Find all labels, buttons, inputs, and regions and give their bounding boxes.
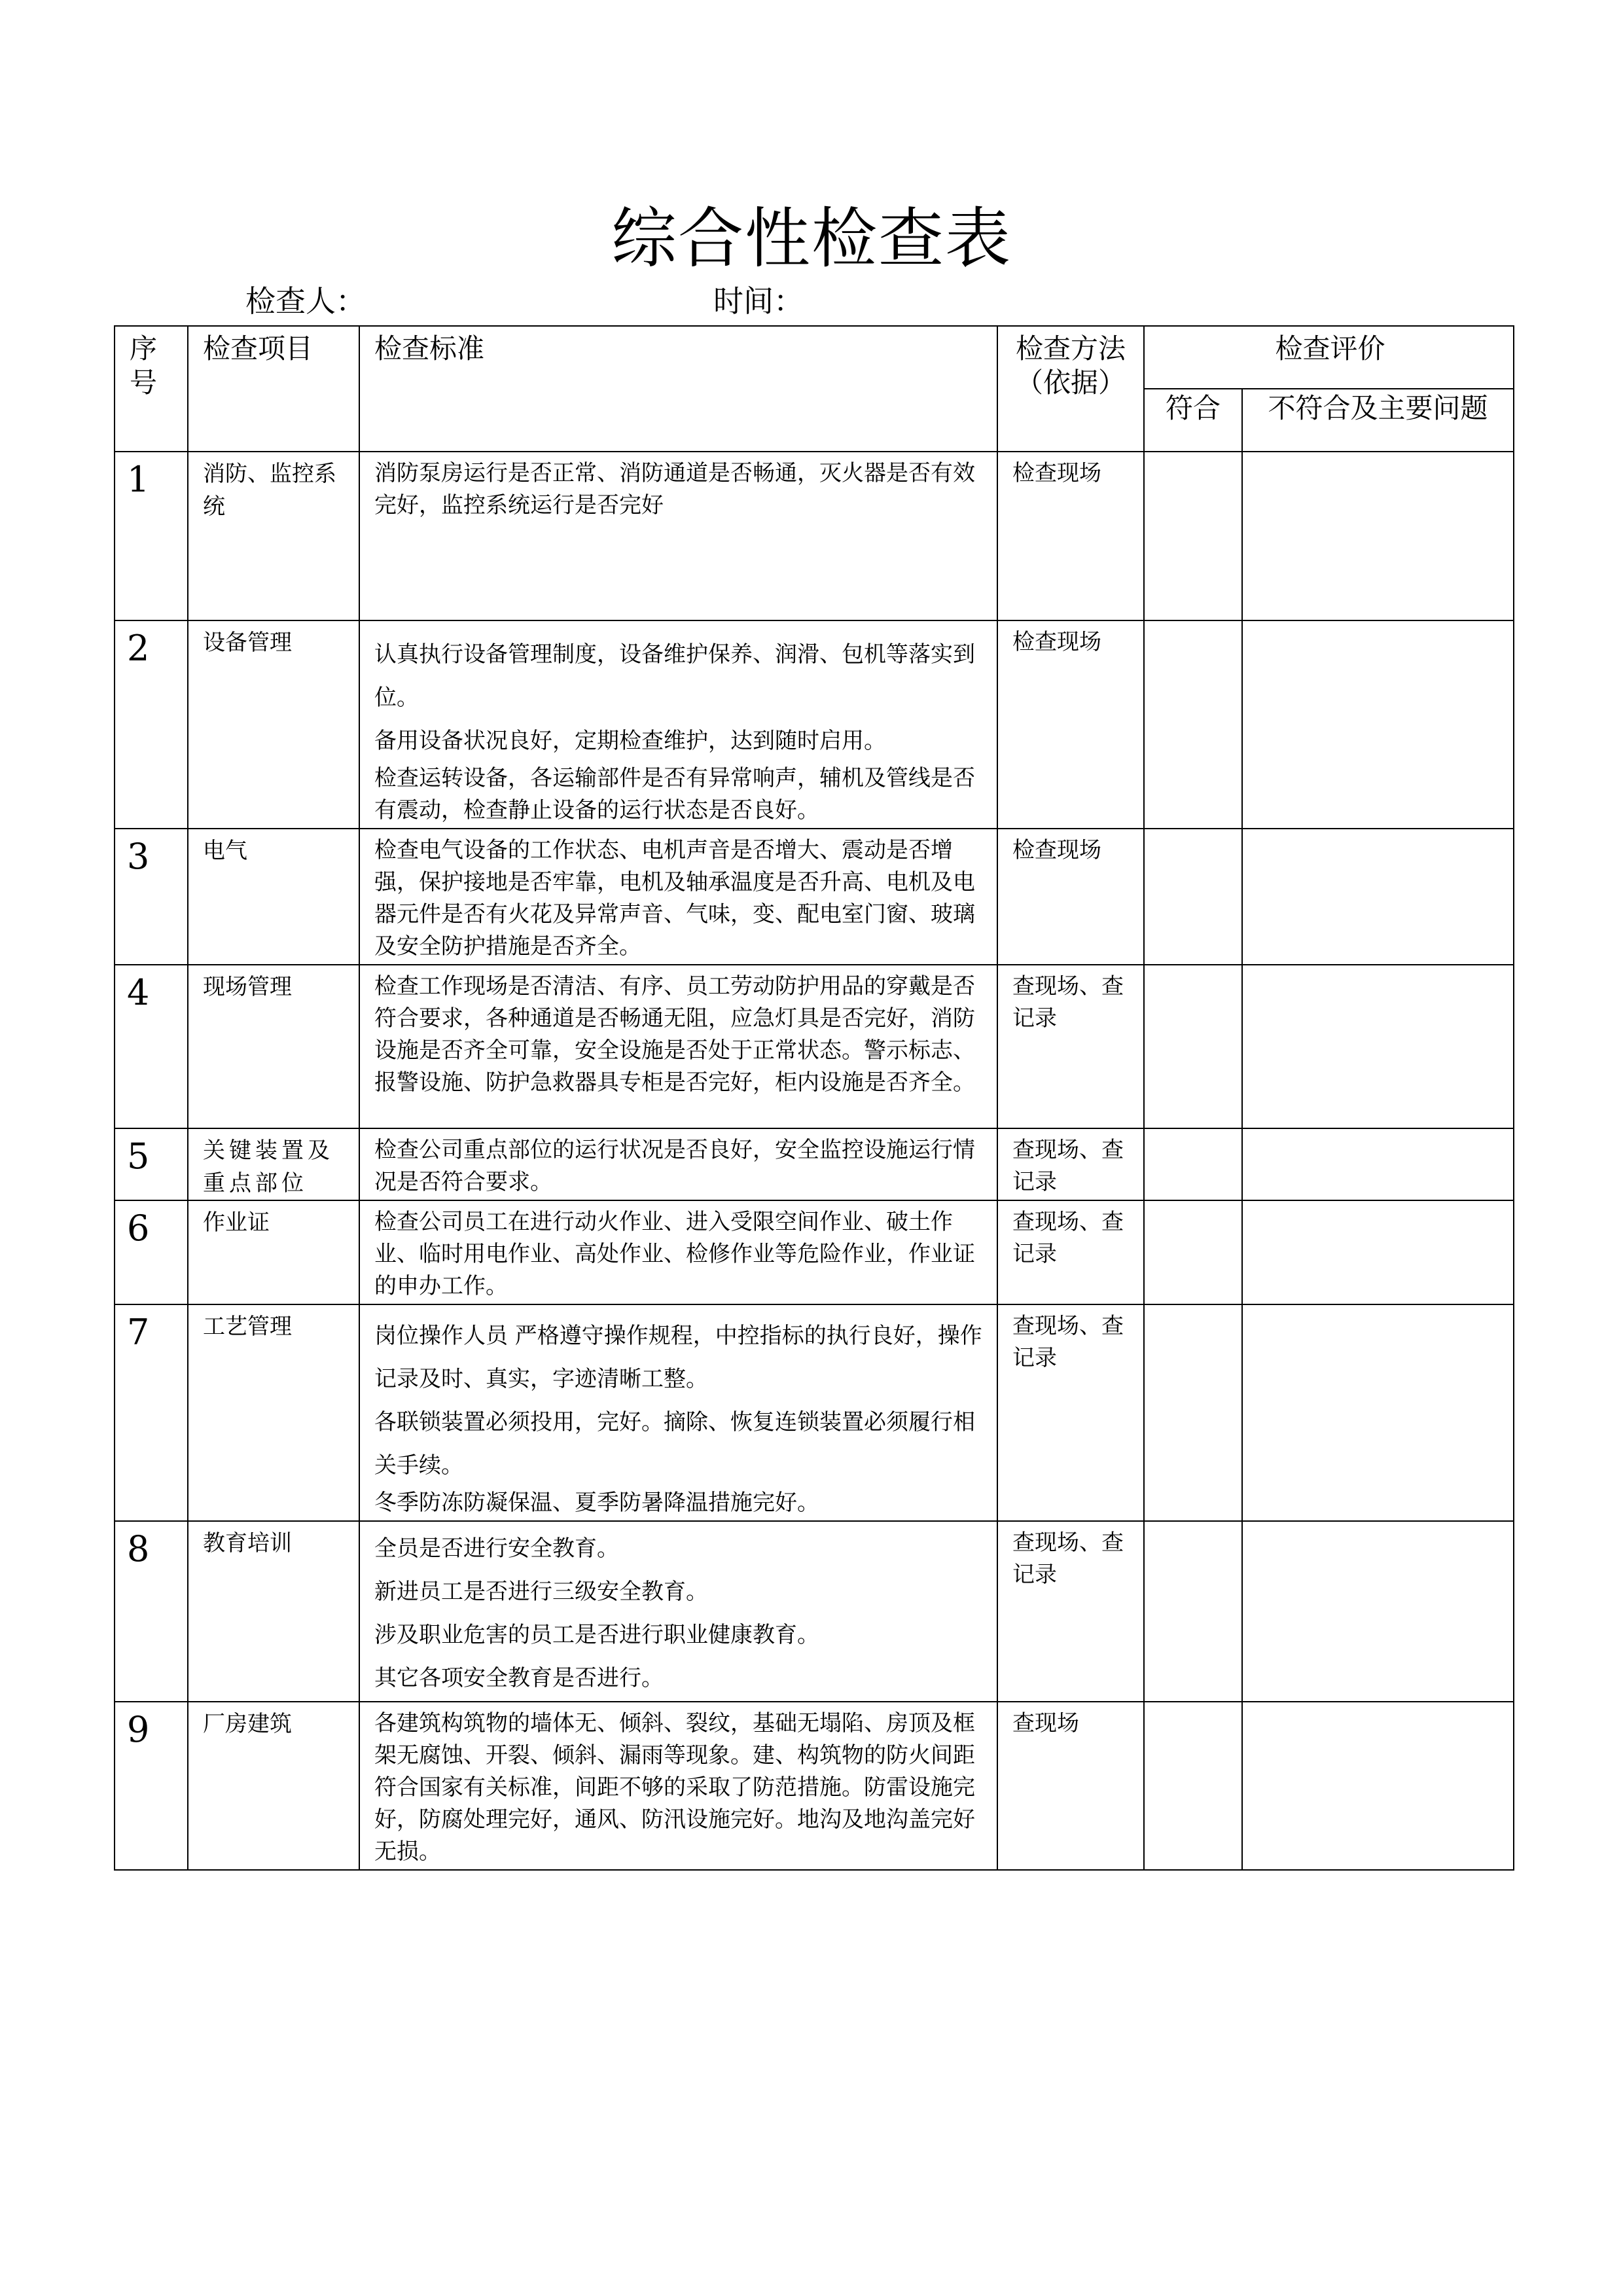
conform-cell[interactable] <box>1144 965 1242 1128</box>
standard-paragraph: 新进员工是否进行三级安全教育。 <box>374 1579 708 1605</box>
conform-cell[interactable] <box>1144 620 1242 829</box>
conform-cell[interactable] <box>1144 1304 1242 1521</box>
header-conform: 符合 <box>1165 392 1221 424</box>
standard-paragraph: 认真执行设备管理制度，设备维护保养、润滑、包机等落实到位。 <box>374 641 975 711</box>
header-row <box>115 326 1514 389</box>
conform-cell[interactable] <box>1144 829 1242 965</box>
nonconform-cell[interactable] <box>1242 965 1514 1128</box>
standard-paragraph: 涉及职业危害的员工是否进行职业健康教育。 <box>374 1622 819 1648</box>
table-row <box>115 452 1514 620</box>
header-standard: 检查标准 <box>374 332 485 365</box>
conform-cell[interactable] <box>1144 1521 1242 1702</box>
table-row <box>115 1702 1514 1870</box>
conform-cell[interactable] <box>1144 1128 1242 1200</box>
row-standard <box>360 1201 997 1304</box>
row-method: 检查现场 <box>1012 460 1101 486</box>
row-number: 6 <box>127 1208 150 1249</box>
row-standard <box>360 965 997 1100</box>
nonconform-cell[interactable] <box>1242 1521 1514 1702</box>
row-number: 1 <box>127 459 150 500</box>
header-evaluation: 检查评价 <box>1275 332 1385 365</box>
row-method: 检查现场 <box>1012 837 1101 863</box>
row-number: 4 <box>127 972 150 1013</box>
standard-paragraph: 检查工作现场是否清洁、有序、员工劳动防护用品的穿戴是否符合要求，各种通道是否畅通无阻，应急灯具是否完好，消防设施是否齐全可靠，安全设施是否处于正常状态。警示标志、报警设施、防护急救器具专柜是否完好，柜内设施是否齐全。 <box>374 973 975 1096</box>
row-method: 查现场 <box>1012 1710 1079 1736</box>
table-row <box>115 1521 1514 1702</box>
standard-paragraph: 检查公司员工在进行动火作业、进入受限空间作业、破土作业、临时用电作业、高处作业、检修作业等危险作业，作业证的申办工作。 <box>374 1209 975 1299</box>
conform-cell[interactable] <box>1144 452 1242 620</box>
table-row <box>115 829 1514 965</box>
row-standard <box>360 452 997 523</box>
standard-paragraph: 其它各项安全教育是否进行。 <box>374 1665 664 1691</box>
row-item: 教育培训 <box>203 1530 292 1556</box>
row-number: 3 <box>127 836 150 877</box>
header-seq: 序号 <box>130 332 158 399</box>
row-standard <box>360 1305 997 1520</box>
row-standard <box>360 1702 997 1869</box>
row-method: 查现场、查记录 <box>1012 1209 1124 1267</box>
standard-paragraph: 检查运转设备，各运输部件是否有异常响声，辅机及管线是否有震动，检查静止设备的运行状态是否良好。 <box>374 765 975 823</box>
row-item: 设备管理 <box>203 630 292 656</box>
standard-paragraph: 岗位操作人员 严格遵守操作规程，中控指标的执行良好，操作记录及时、真实，字迹清晰工整。 <box>374 1323 982 1392</box>
row-standard <box>360 829 997 964</box>
inspector-label: 检查人： <box>245 283 366 319</box>
header-nonconform: 不符合及主要问题 <box>1268 392 1488 424</box>
row-item: 厂房建筑 <box>203 1711 292 1737</box>
row-number: 9 <box>127 1709 150 1750</box>
row-standard <box>360 1129 997 1200</box>
row-number: 5 <box>127 1136 150 1177</box>
standard-paragraph: 冬季防冻防凝保温、夏季防暑降温措施完好。 <box>374 1490 819 1516</box>
standard-paragraph: 检查电气设备的工作状态、电机声音是否增大、震动是否增强，保护接地是否牢靠，电机及轴承温度是否升高、电机及电器元件是否有火花及异常声音、气味，变、配电室门窗、玻璃及安全防护措施是否齐全。 <box>374 837 975 960</box>
standard-paragraph: 备用设备状况良好，定期检查维护，达到随时启用。 <box>374 728 886 754</box>
standard-paragraph: 检查公司重点部位的运行状况是否良好，安全监控设施运行情况是否符合要求。 <box>374 1137 975 1195</box>
row-method: 查现场、查记录 <box>1012 973 1124 1031</box>
table-row <box>115 1304 1514 1521</box>
row-item: 消防、监控系统 <box>203 461 336 520</box>
row-item: 关键装置及重点部位 <box>203 1138 334 1196</box>
row-item: 工艺管理 <box>203 1314 292 1340</box>
row-standard <box>360 1522 997 1701</box>
row-number: 8 <box>127 1528 150 1570</box>
standard-paragraph: 各建筑构筑物的墙体无、倾斜、裂纹，基础无塌陷、房顶及框架无腐蚀、开裂、倾斜、漏雨等现象。建、构筑物的防火间距符合国家有关标准，间距不够的采取了防范措施。防雷设施完好，防腐处理完好，通风、防汛设施完好。地沟及地沟盖完好无损。 <box>374 1710 975 1865</box>
nonconform-cell[interactable] <box>1242 452 1514 620</box>
row-number: 7 <box>127 1312 150 1353</box>
nonconform-cell[interactable] <box>1242 1304 1514 1521</box>
row-method: 检查现场 <box>1012 629 1101 655</box>
table-row <box>115 1200 1514 1304</box>
row-method: 查现场、查记录 <box>1012 1530 1124 1588</box>
nonconform-cell[interactable] <box>1242 829 1514 965</box>
conform-cell[interactable] <box>1144 1702 1242 1870</box>
header-method: 检查方法（依据） <box>1015 332 1126 399</box>
nonconform-cell[interactable] <box>1242 620 1514 829</box>
row-item: 电气 <box>203 838 247 864</box>
table-row <box>115 1128 1514 1200</box>
header-item: 检查项目 <box>203 332 313 365</box>
standard-paragraph: 各联锁装置必须投用，完好。摘除、恢复连锁装置必须履行相关手续。 <box>374 1409 975 1479</box>
inspection-table <box>114 325 1514 1871</box>
table-row <box>115 620 1514 829</box>
time-label: 时间： <box>713 283 804 319</box>
standard-paragraph: 全员是否进行安全教育。 <box>374 1535 619 1562</box>
row-number: 2 <box>127 628 150 669</box>
page-title: 综合性检查表 <box>611 200 1012 277</box>
nonconform-cell[interactable] <box>1242 1200 1514 1304</box>
conform-cell[interactable] <box>1144 1200 1242 1304</box>
nonconform-cell[interactable] <box>1242 1128 1514 1200</box>
row-item: 现场管理 <box>203 974 292 1000</box>
row-method: 查现场、查记录 <box>1012 1313 1124 1371</box>
row-standard <box>360 621 997 828</box>
row-item: 作业证 <box>203 1210 270 1236</box>
standard-paragraph: 消防泵房运行是否正常、消防通道是否畅通，灭火器是否有效完好，监控系统运行是否完好 <box>374 460 975 518</box>
table-row <box>115 965 1514 1128</box>
nonconform-cell[interactable] <box>1242 1702 1514 1870</box>
row-method: 查现场、查记录 <box>1012 1137 1124 1195</box>
